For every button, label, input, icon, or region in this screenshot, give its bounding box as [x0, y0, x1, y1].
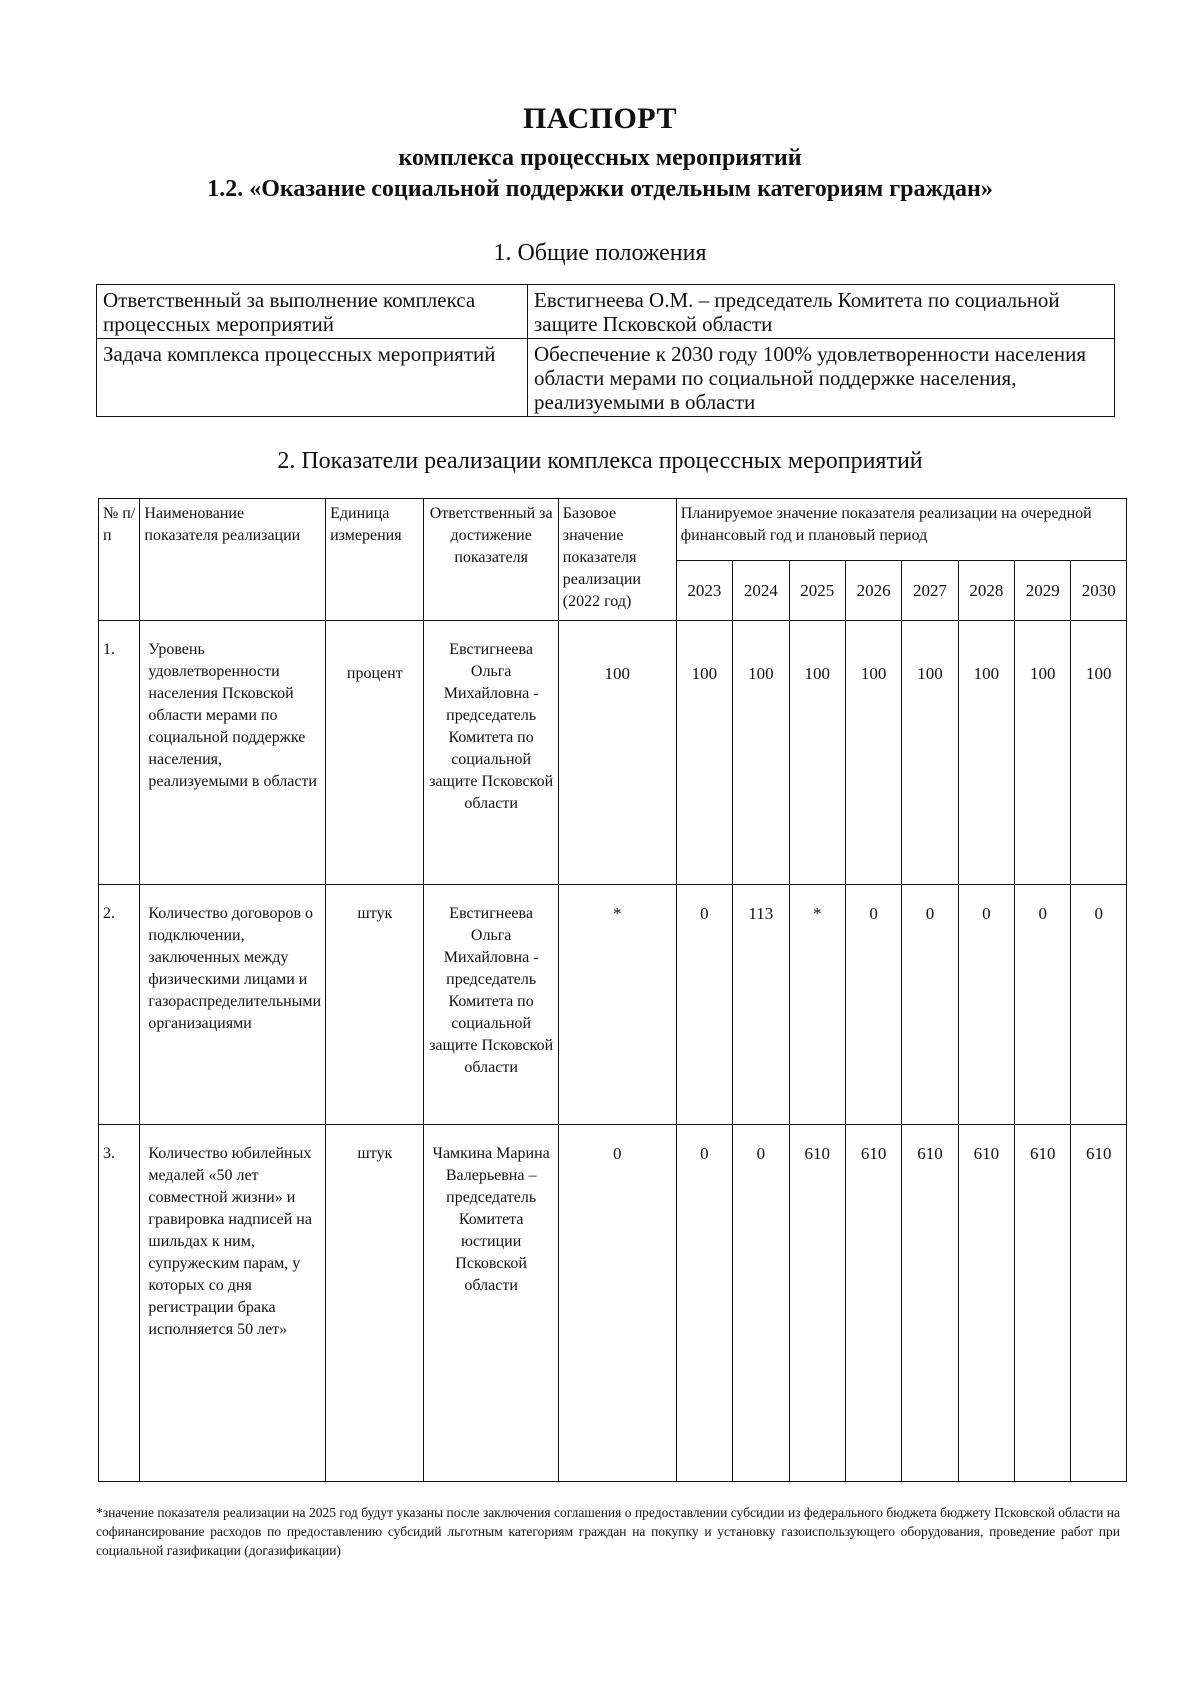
row-unit: штук — [326, 885, 424, 1125]
row-unit: штук — [326, 1125, 424, 1482]
row-unit: процент — [326, 621, 424, 885]
row-year-value: 0 — [845, 885, 901, 1125]
row-year-value: 610 — [958, 1125, 1014, 1482]
row-num: 2. — [99, 885, 140, 1125]
row-year-value: 100 — [1015, 621, 1071, 885]
row-year-value: 100 — [845, 621, 901, 885]
row-num: 3. — [99, 1125, 140, 1482]
row-responsible: Евстигнеева Ольга Михайловна - председатель Комитета по социальной защите Псковской области — [424, 621, 558, 885]
responsible-label: Ответственный за выполнение комплекса процессных мероприятий — [97, 285, 528, 339]
general-provisions-table — [96, 284, 1115, 417]
row-year-value: * — [789, 885, 845, 1125]
task-label: Задача комплекса процессных мероприятий — [97, 339, 528, 417]
row-year-value: 100 — [958, 621, 1014, 885]
row-indicator-name: Уровень удовлетворенности населения Псковской области мерами по социальной поддержке населения, реализуемыми в области — [140, 621, 326, 885]
row-year-value: 0 — [958, 885, 1014, 1125]
table-row — [99, 621, 1127, 885]
row-year-value: 100 — [902, 621, 958, 885]
responsible-value: Евстигнеева О.М. – председатель Комитета по социальной защите Псковской области — [528, 285, 1115, 339]
header-row — [99, 499, 1127, 561]
year-header: 2027 — [902, 561, 958, 621]
table-row — [99, 885, 1127, 1125]
program-title: 1.2. «Оказание социальной поддержки отдельным категориям граждан» — [207, 176, 993, 202]
general-row — [97, 339, 1115, 417]
row-year-value: 0 — [902, 885, 958, 1125]
row-year-value: 0 — [733, 1125, 789, 1482]
row-year-value: 610 — [1071, 1125, 1127, 1482]
row-year-value: 610 — [789, 1125, 845, 1482]
row-year-value: 610 — [902, 1125, 958, 1482]
row-year-value: 100 — [1071, 621, 1127, 885]
section2-heading: 2. Показатели реализации комплекса процессных мероприятий — [277, 448, 923, 474]
year-header: 2025 — [789, 561, 845, 621]
page-subtitle: комплекса процессных мероприятий — [398, 145, 802, 171]
row-year-value: 610 — [845, 1125, 901, 1482]
row-responsible: Чамкина Марина Валерьевна – председатель Комитета юстиции Псковской области — [424, 1125, 558, 1482]
row-num: 1. — [99, 621, 140, 885]
row-year-value: 113 — [733, 885, 789, 1125]
row-year-value: 610 — [1015, 1125, 1071, 1482]
col-num-header: № п/п — [99, 499, 140, 621]
year-header: 2026 — [845, 561, 901, 621]
row-base-value: * — [558, 885, 676, 1125]
row-year-value: 0 — [1015, 885, 1071, 1125]
col-planned-header: Планируемое значение показателя реализации на очередной финансовый год и плановый период — [676, 499, 1126, 561]
row-responsible: Евстигнеева Ольга Михайловна - председатель Комитета по социальной защите Псковской области — [424, 885, 558, 1125]
row-year-value: 100 — [676, 621, 732, 885]
section1-heading: 1. Общие положения — [493, 240, 707, 266]
row-year-value: 100 — [733, 621, 789, 885]
row-year-value: 0 — [1071, 885, 1127, 1125]
row-year-value: 0 — [676, 885, 732, 1125]
general-row — [97, 285, 1115, 339]
row-indicator-name: Количество договоров о подключении, заключенных между физическими лицами и газораспределительными организациями — [140, 885, 326, 1125]
year-header: 2030 — [1071, 561, 1127, 621]
table-row — [99, 1125, 1127, 1482]
page-title: ПАСПОРТ — [522, 102, 678, 135]
year-header: 2023 — [676, 561, 732, 621]
col-responsible-header: Ответственный за достижение показателя — [424, 499, 558, 621]
col-unit-header: Единица измерения — [326, 499, 424, 621]
row-year-value: 100 — [789, 621, 845, 885]
row-year-value: 0 — [676, 1125, 732, 1482]
year-header: 2024 — [733, 561, 789, 621]
year-header: 2029 — [1015, 561, 1071, 621]
indicators-table — [98, 498, 1127, 1482]
row-indicator-name: Количество юбилейных медалей «50 лет совместной жизни» и гравировка надписей на шильдах к ним, супружеским парам, у которых со дня регистрации брака исполняется 50 лет» — [140, 1125, 326, 1482]
col-name-header: Наименование показателя реализации — [140, 499, 326, 621]
row-base-value: 100 — [558, 621, 676, 885]
col-base-header: Базовое значение показателя реализации (2022 год) — [558, 499, 676, 621]
footnote: *значение показателя реализации на 2025 год будут указаны после заключения соглашения о предоставлении субсидии из федерального бюджета бюджету Псковской области на софинансирование расходов по предоставлению субсидий льготным категориям граждан на покупку и установку газоиспользующего оборудования, проведение работ при социальной газификации (догазификации) — [96, 1505, 1120, 1558]
year-header: 2028 — [958, 561, 1014, 621]
row-base-value: 0 — [558, 1125, 676, 1482]
task-value: Обеспечение к 2030 году 100% удовлетворенности населения области мерами по социальной поддержке населения, реализуемыми в области — [528, 339, 1115, 417]
